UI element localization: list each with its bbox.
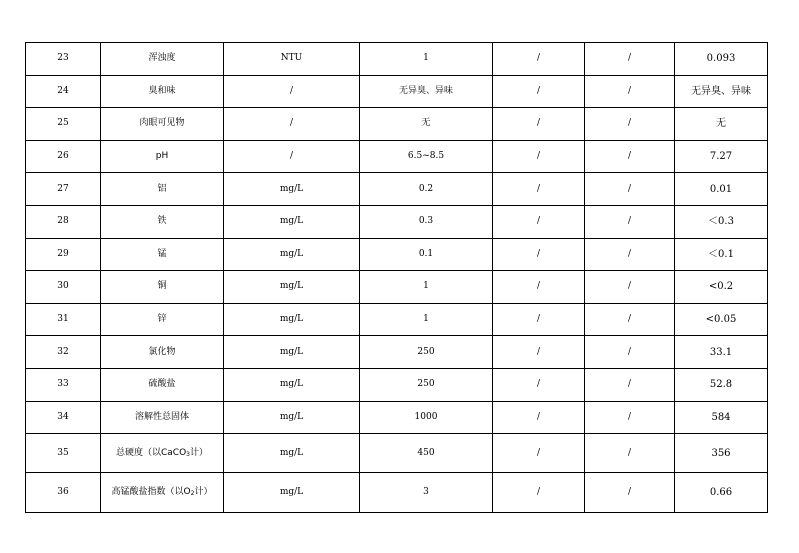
row-number: 30 (26, 271, 101, 304)
empty-cell: / (585, 43, 675, 76)
result-cell: 584 (675, 401, 768, 434)
result-cell: 0.66 (675, 473, 768, 513)
empty-cell: / (585, 108, 675, 141)
table-row (26, 140, 768, 173)
limit-cell: 1 (360, 43, 493, 76)
limit-cell: 450 (360, 434, 493, 473)
limit-cell: 250 (360, 336, 493, 369)
table-row (26, 336, 768, 369)
empty-cell: / (493, 173, 585, 206)
result-cell: 356 (675, 434, 768, 473)
result-cell: 7.27 (675, 140, 768, 173)
indicator-name: 臭和味 (101, 75, 224, 108)
limit-cell: 0.2 (360, 173, 493, 206)
row-number: 34 (26, 401, 101, 434)
unit-cell: / (224, 75, 360, 108)
indicator-name: 铜 (101, 271, 224, 304)
limit-cell: 250 (360, 368, 493, 401)
empty-cell: / (585, 238, 675, 271)
limit-cell: 1000 (360, 401, 493, 434)
empty-cell: / (493, 43, 585, 76)
row-number: 27 (26, 173, 101, 206)
table-row (26, 108, 768, 141)
empty-cell: / (585, 473, 675, 513)
limit-cell: 1 (360, 271, 493, 304)
indicator-name: 溶解性总固体 (101, 401, 224, 434)
table-row (26, 75, 768, 108)
result-cell: 无异臭、异味 (675, 75, 768, 108)
empty-cell: / (493, 336, 585, 369)
empty-cell: / (493, 401, 585, 434)
empty-cell: / (585, 205, 675, 238)
unit-cell: / (224, 108, 360, 141)
row-number: 24 (26, 75, 101, 108)
water-quality-table (25, 42, 768, 513)
table-row (26, 368, 768, 401)
unit-cell: mg/L (224, 401, 360, 434)
result-cell: 33.1 (675, 336, 768, 369)
unit-cell: mg/L (224, 271, 360, 304)
empty-cell: / (585, 140, 675, 173)
result-cell: ＜0.1 (675, 238, 768, 271)
row-number: 26 (26, 140, 101, 173)
row-number: 35 (26, 434, 101, 473)
empty-cell: / (493, 271, 585, 304)
empty-cell: / (585, 271, 675, 304)
indicator-name: 铁 (101, 205, 224, 238)
empty-cell: / (585, 173, 675, 206)
empty-cell: / (493, 303, 585, 336)
empty-cell: / (493, 434, 585, 473)
indicator-name (101, 473, 224, 513)
indicator-name: 浑浊度 (101, 43, 224, 76)
indicator-name: 铝 (101, 173, 224, 206)
empty-cell: / (493, 205, 585, 238)
row-number: 32 (26, 336, 101, 369)
empty-cell: / (493, 238, 585, 271)
empty-cell: / (493, 368, 585, 401)
limit-cell: 0.1 (360, 238, 493, 271)
row-number: 25 (26, 108, 101, 141)
table-row (26, 473, 768, 513)
row-number: 33 (26, 368, 101, 401)
unit-cell: mg/L (224, 238, 360, 271)
indicator-name-subscript: 3 (186, 450, 190, 458)
row-number: 28 (26, 205, 101, 238)
empty-cell: / (493, 75, 585, 108)
empty-cell: / (493, 473, 585, 513)
indicator-name: 锰 (101, 238, 224, 271)
indicator-name: 氯化物 (101, 336, 224, 369)
empty-cell: / (585, 401, 675, 434)
indicator-name-main: 总硬度（以CaCO (115, 447, 187, 458)
limit-cell: 0.3 (360, 205, 493, 238)
row-number: 29 (26, 238, 101, 271)
result-cell: <0.05 (675, 303, 768, 336)
unit-cell: mg/L (224, 368, 360, 401)
table-row (26, 401, 768, 434)
result-cell: 0.01 (675, 173, 768, 206)
table-row (26, 238, 768, 271)
indicator-name: 硫酸盐 (101, 368, 224, 401)
unit-cell: mg/L (224, 473, 360, 513)
row-number: 31 (26, 303, 101, 336)
unit-cell: / (224, 140, 360, 173)
limit-cell: 1 (360, 303, 493, 336)
unit-cell: mg/L (224, 336, 360, 369)
limit-cell: 无 (360, 108, 493, 141)
limit-cell: 无异臭、异味 (360, 75, 493, 108)
row-number: 36 (26, 473, 101, 513)
table-row (26, 43, 768, 76)
indicator-name-suffix: 计） (189, 447, 208, 458)
empty-cell: / (585, 368, 675, 401)
empty-cell: / (493, 140, 585, 173)
table-row (26, 173, 768, 206)
unit-cell: mg/L (224, 173, 360, 206)
result-cell: 无 (675, 108, 768, 141)
result-cell: ＜0.3 (675, 205, 768, 238)
unit-cell: mg/L (224, 434, 360, 473)
empty-cell: / (585, 434, 675, 473)
indicator-name-suffix: 计） (194, 487, 213, 498)
limit-cell: 6.5~8.5 (360, 140, 493, 173)
table-row (26, 434, 768, 473)
table-row (26, 271, 768, 304)
unit-cell: mg/L (224, 303, 360, 336)
result-cell: 0.093 (675, 43, 768, 76)
result-cell: 52.8 (675, 368, 768, 401)
table-row (26, 205, 768, 238)
result-cell: <0.2 (675, 271, 768, 304)
empty-cell: / (585, 75, 675, 108)
indicator-name-main: 高锰酸盐指数（以O (111, 487, 191, 498)
indicator-name-subscript: 2 (190, 490, 195, 498)
indicator-name: 肉眼可见物 (101, 108, 224, 141)
limit-cell: 3 (360, 473, 493, 513)
empty-cell: / (493, 108, 585, 141)
unit-cell: NTU (224, 43, 360, 76)
unit-cell: mg/L (224, 205, 360, 238)
indicator-name (101, 434, 224, 473)
indicator-name: pH (101, 140, 224, 173)
table-row (26, 303, 768, 336)
row-number: 23 (26, 43, 101, 76)
empty-cell: / (585, 303, 675, 336)
indicator-name: 锌 (101, 303, 224, 336)
empty-cell: / (585, 336, 675, 369)
